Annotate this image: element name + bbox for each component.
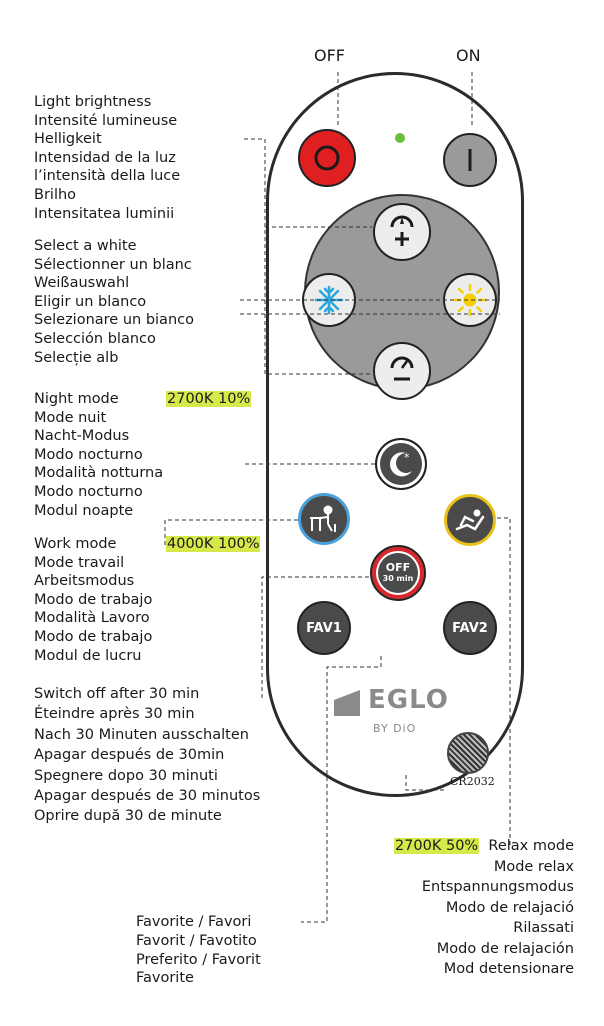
label-line: Brilho — [34, 186, 77, 203]
white-labels — [34, 237, 194, 367]
relax-labels — [330, 836, 574, 980]
label-line: Modo de relajación — [436, 940, 574, 957]
label-line: Mode relax — [493, 858, 574, 875]
label-line: Night mode — [34, 391, 119, 407]
label-line: Arbeitsmodus — [34, 573, 135, 590]
off-label: OFF — [314, 46, 345, 65]
label-line: Light brightness — [34, 94, 152, 110]
night-labels — [34, 390, 251, 520]
label-line: Éteindre après 30 min — [34, 706, 195, 723]
label-line: Modul de lucru — [34, 647, 142, 664]
relax-mode-button[interactable] — [444, 494, 496, 546]
label-line: Switch off after 30 min — [34, 686, 200, 702]
fav1-button[interactable]: FAV1 — [297, 601, 351, 655]
fav2-button[interactable]: FAV2 — [443, 601, 497, 655]
warm-white-button[interactable] — [443, 273, 497, 327]
work-mode-button[interactable] — [298, 493, 350, 545]
label-line: Apagar después de 30 minutos — [34, 788, 261, 805]
power-on-icon — [465, 147, 475, 173]
label-line: Modo nocturno — [34, 483, 143, 500]
label-line: Eligir un blanco — [34, 293, 147, 310]
timer-top-text: OFF — [385, 561, 411, 574]
brightness-up-icon — [382, 212, 422, 252]
label-line: Modo de trabajo — [34, 591, 153, 608]
label-line: Oprire după 30 de minute — [34, 808, 222, 825]
battery-label: CR2032 — [450, 775, 495, 788]
label-line: Work mode — [34, 536, 117, 552]
relax-badge: 2700K 50% — [394, 838, 479, 854]
relax-icon — [453, 505, 487, 535]
snowflake-icon — [313, 284, 345, 316]
label-line: Entspannungsmodus — [421, 879, 574, 895]
power-off-icon — [312, 143, 342, 173]
moon-icon — [384, 447, 418, 481]
label-line: Preferito / Favorit — [136, 951, 261, 968]
brightness-down-icon — [382, 351, 422, 391]
label-line: Mode nuit — [34, 409, 107, 426]
timer-bottom-text: 30 min — [382, 574, 414, 583]
label-line: Spegnere dopo 30 minuti — [34, 767, 218, 784]
svg-text:*: * — [404, 451, 410, 464]
label-line: Modo de relajació — [445, 899, 574, 916]
label-line: Selecție alb — [34, 349, 119, 366]
label-line: Nacht-Modus — [34, 428, 130, 445]
favorite-labels — [136, 913, 261, 988]
label-line: Modul noapte — [34, 502, 134, 519]
brand-sub: BY DiO — [373, 722, 417, 735]
timer-off-button[interactable] — [370, 545, 426, 601]
label-line: l’intensità della luce — [34, 168, 181, 185]
label-line: Relax mode — [488, 838, 574, 854]
brightness-up-button[interactable] — [373, 203, 431, 261]
label-line: Favorite — [136, 970, 194, 987]
label-line: Modo de trabajo — [34, 628, 153, 645]
night-mode-button[interactable] — [375, 438, 427, 490]
label-line: Intensitatea luminii — [34, 205, 175, 222]
label-line: Mode travail — [34, 554, 125, 571]
eglo-logo-icon — [334, 690, 360, 716]
label-line: Modalità notturna — [34, 465, 164, 482]
label-line: Modo nocturno — [34, 446, 143, 463]
work-badge: 4000K 100% — [167, 536, 260, 552]
brightness-labels — [34, 93, 180, 223]
work-labels — [34, 535, 260, 665]
off-button[interactable] — [298, 129, 356, 187]
label-line: Intensidad de la luz — [34, 149, 176, 166]
label-line: Selezionare un bianco — [34, 312, 194, 329]
sun-icon — [453, 283, 487, 317]
label-line: Select a white — [34, 238, 137, 254]
on-label: ON — [456, 46, 481, 65]
brightness-down-button[interactable] — [373, 342, 431, 400]
label-line: Helligkeit — [34, 131, 102, 148]
cool-white-button[interactable] — [302, 273, 356, 327]
label-line: Rilassati — [513, 920, 574, 936]
label-line: Favorit / Favotito — [136, 932, 257, 949]
brand-name: EGLO — [368, 685, 449, 715]
off30-labels — [34, 684, 260, 827]
desk-worker-icon — [307, 504, 341, 534]
on-button[interactable] — [443, 133, 497, 187]
battery-compartment-icon — [447, 732, 489, 774]
status-led — [395, 133, 405, 143]
label-line: Mod detensionare — [443, 961, 574, 977]
label-line: Apagar después de 30min — [34, 747, 225, 764]
label-line: Selección blanco — [34, 330, 156, 347]
label-line: Nach 30 Minuten ausschalten — [34, 726, 249, 743]
label-line: Favorite / Favori — [136, 914, 252, 930]
label-line: Weißauswahl — [34, 275, 130, 292]
label-line: Sélectionner un blanc — [34, 256, 192, 273]
label-line: Intensité lumineuse — [34, 112, 178, 129]
night-badge: 2700K 10% — [167, 391, 251, 407]
label-line: Modalità Lavoro — [34, 610, 150, 627]
